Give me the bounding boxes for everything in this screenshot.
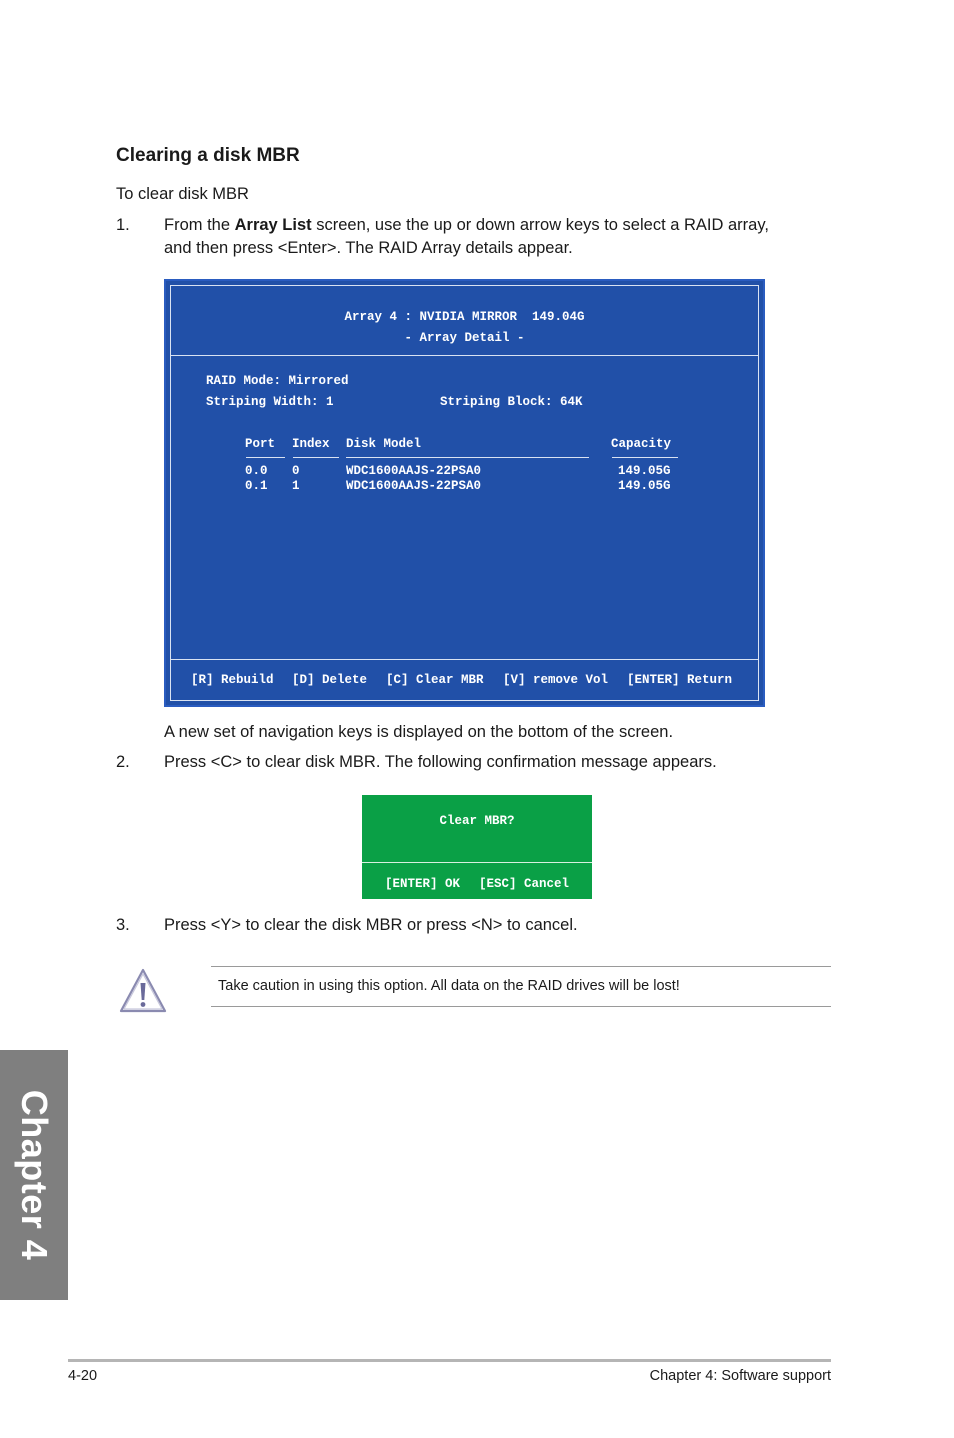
port-underline [246,457,285,458]
disk-row-2-model: WDC1600AAJS-22PSA0 [346,479,482,493]
key-delete[interactable]: [D] Delete [292,673,368,687]
striping-width: Striping Width: 1 [206,395,334,409]
key-clear-mbr[interactable]: [C] Clear MBR [386,673,484,687]
disk-row-1-capacity: 149.05G [618,464,671,478]
step-2-number: 2. [116,753,130,771]
disk-row-1-model: WDC1600AAJS-22PSA0 [346,464,482,478]
warning-triangle-icon [118,967,168,1015]
disk-row-2-capacity: 149.05G [618,479,671,493]
raid-header-divider [171,355,758,356]
step-1-number: 1. [116,216,130,234]
disk-row-1-port[interactable]: 0.0 [245,464,268,478]
caution-bottom-rule [211,1006,831,1007]
capacity-underline [612,457,678,458]
key-rebuild[interactable]: [R] Rebuild [191,673,274,687]
column-header-port: Port [245,437,276,451]
step-2-text: Press <C> to clear disk MBR. The following confirmation message appears. [164,753,717,771]
dialog-message: Clear MBR? [439,814,515,828]
intro-text: To clear disk MBR [116,185,249,203]
raid-screen-frame [170,285,759,701]
striping-block: Striping Block: 64K [440,395,583,409]
disk-row-2-port[interactable]: 0.1 [245,479,268,493]
raid-footer-divider [171,659,758,660]
step-1-line-2: and then press <Enter>. The RAID Array details appear. [164,239,573,257]
raid-screen-subtitle: - Array Detail - [404,331,525,345]
step-1-line-1 [164,214,769,237]
step-1-text-bold: Array List [234,216,312,234]
caution-text: Take caution in using this option. All data on the RAID drives will be lost! [218,978,680,994]
column-header-capacity: Capacity [611,437,672,451]
section-title: Clearing a disk MBR [116,145,300,166]
disk-model-underline [346,457,589,458]
key-enter-return[interactable]: [ENTER] Return [627,673,733,687]
index-underline [293,457,339,458]
column-header-index: Index [292,437,330,451]
chapter-tab [0,1050,68,1300]
page-number: 4-20 [68,1368,98,1384]
dialog-ok-key[interactable]: [ENTER] OK [385,877,461,891]
step-1-text-post: screen, use the up or down arrow keys to select a RAID array, [311,216,769,234]
step-3-number: 3. [116,916,130,934]
column-header-disk-model: Disk Model [346,437,422,451]
dialog-cancel-key[interactable]: [ESC] Cancel [479,877,570,891]
disk-row-2-index: 1 [292,479,300,493]
navigation-keys-note: A new set of navigation keys is displayed on the bottom of the screen. [164,723,674,741]
chapter-tab-label: Chapter 4 [14,1089,55,1261]
footer-rule [68,1359,831,1362]
raid-array-detail-screen [164,279,765,707]
raid-mode: RAID Mode: Mirrored [206,374,349,388]
clear-mbr-dialog [362,795,592,899]
raid-screen-title: Array 4 : NVIDIA MIRROR 149.04G [344,310,585,324]
step-1-text-pre: From the [164,216,235,234]
step-3-text: Press <Y> to clear the disk MBR or press <N> to cancel. [164,916,578,934]
dialog-divider [362,862,592,863]
footer-chapter-title: Chapter 4: Software support [649,1368,831,1384]
key-remove-vol[interactable]: [V] remove Vol [503,673,609,687]
disk-row-1-index: 0 [292,464,300,478]
caution-top-rule [211,966,831,967]
